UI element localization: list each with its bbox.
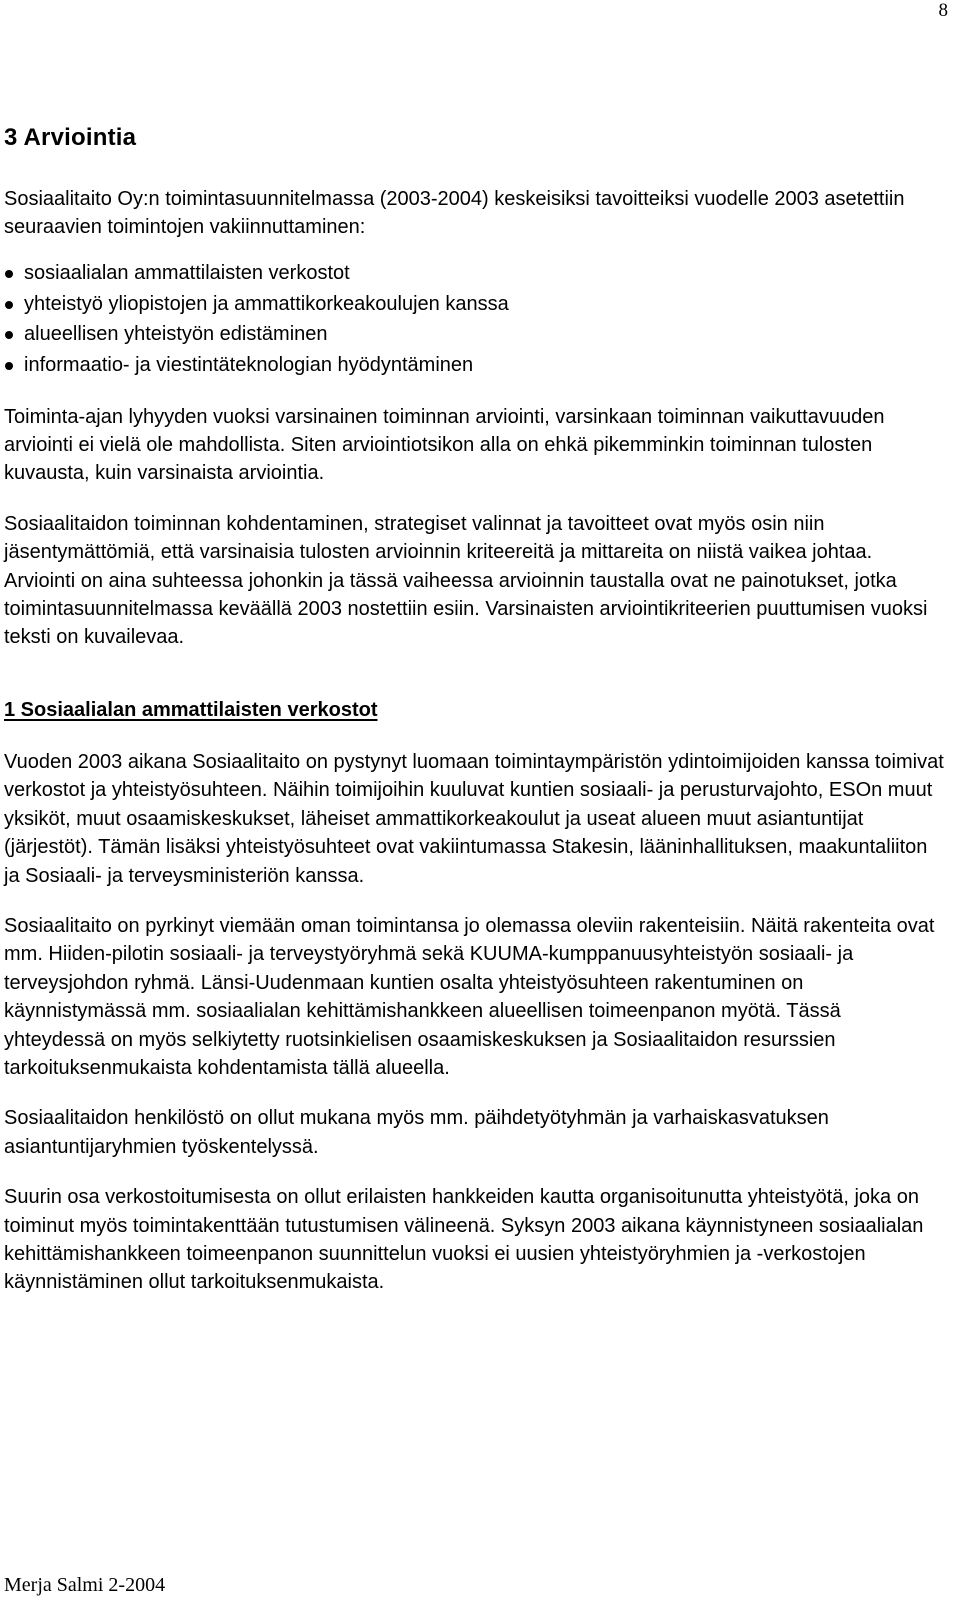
- paragraph: Vuoden 2003 aikana Sosiaalitaito on pystynyt luomaan toimintaympäristön ydintoimijoiden kanssa toimivat verkostot ja yhteistyösuhteen. Näihin toimijoihin kuuluvat kuntien sosiaali- ja perusturvajohto, ESOn muut yksiköt, muut osaamiskeskukset, läheiset ammattikorkeakoulut ja useat alueen muut asiantuntijat (järjestöt). Tämän lisäksi yhteistyösuhteet ovat vakiintumassa Stakesin, lääninhallituksen, maakuntaliiton ja Sosiaali- ja terveysministeriön kanssa.: [4, 750, 944, 887]
- bullet-icon: [5, 362, 13, 370]
- list-item: [4, 289, 944, 320]
- goals-list: [4, 258, 944, 381]
- bullet-icon: [5, 331, 13, 339]
- list-item-text: yhteistyö yliopistojen ja ammattikorkeakoulujen kanssa: [24, 292, 509, 315]
- page-number: 8: [938, 0, 948, 21]
- list-item-text: sosiaalialan ammattilaisten verkostot: [24, 261, 350, 284]
- list-item: [4, 258, 944, 289]
- bullet-icon: [5, 301, 13, 309]
- bullet-icon: [5, 270, 13, 278]
- list-item: [4, 350, 944, 381]
- subsection-title: 1 Sosiaalialan ammattilaisten verkostot: [4, 698, 378, 721]
- list-item: [4, 319, 944, 350]
- paragraph: Sosiaalitaidon henkilöstö on ollut mukana myös mm. päihdetyötyhmän ja varhaiskasvatuksen asiantuntijaryhmien työskentelyssä.: [4, 1107, 829, 1158]
- document-body: [4, 120, 944, 1319]
- footer-author-date: Merja Salmi 2-2004: [4, 1574, 166, 1596]
- paragraph: Sosiaalitaito on pyrkinyt viemään oman toimintansa jo olemassa oleviin rakenteisiin. Näitä rakenteita ovat mm. Hiiden-pilotin sosiaali- ja terveystyöryhmä sekä KUUMA-kumppanuusyhteistyön sosiaali- ja terveysjohdon ryhmä. Länsi-Uudenmaan kuntien osalta yhteistyösuhteen rakentuminen on käynnistymässä mm. sosiaalialan kehittämishankkeen alueellisen toimeenpanon myötä. Tässä yhteydessä on myös selkiytetty ruotsinkielisen osaamiskeskuksen ja Sosiaalitaidon resurssien tarkoituksenmukaista kohdentamista tällä alueella.: [4, 914, 935, 1079]
- paragraph: Suurin osa verkostoitumisesta on ollut erilaisten hankkeiden kautta organisoitunutta yhteistyötä, joka on toiminut myös toimintakenttään tutustumisen välineenä. Syksyn 2003 aikana käynnistyneen sosiaalialan kehittämishankkeen toimeenpanon suunnittelun vuoksi ei uusien yhteistyöryhmien ja -verkostojen käynnistäminen ollut tarkoituksenmukaista.: [4, 1186, 924, 1294]
- list-item-text: alueellisen yhteistyön edistäminen: [24, 323, 328, 346]
- section-title: 3 Arviointia: [4, 124, 137, 151]
- list-item-text: informaatio- ja viestintäteknologian hyödyntäminen: [24, 353, 474, 376]
- intro-paragraph: Sosiaalitaito Oy:n toimintasuunnitelmassa (2003-2004) keskeisiksi tavoitteiksi vuodelle 2003 asetettiin seuraavien toimintojen vakiinnuttaminen:: [4, 188, 905, 239]
- paragraph: Sosiaalitaidon toiminnan kohdentaminen, strategiset valinnat ja tavoitteet ovat myös osin niin jäsentymättömiä, että varsinaisia tulosten arvioinnin kriteereitä ja mittareita on niistä vaikea johtaa. Arviointi on aina suhteessa johonkin ja tässä vaiheessa arvioinnin taustalla ovat ne painotukset, jotka toimintasuunnitelmassa keväällä 2003 nostettiin esiin. Varsinaisten arviointikriteerien puuttumisen vuoksi teksti on kuvailevaa.: [4, 512, 928, 649]
- paragraph: Toiminta-ajan lyhyyden vuoksi varsinainen toiminnan arviointi, varsinkaan toiminnan vaikuttavuuden arviointi ei vielä ole mahdollista. Siten arviointiotsikon alla on ehkä pikemminkin toiminnan tulosten kuvausta, kuin varsinaista arviointia.: [4, 405, 885, 485]
